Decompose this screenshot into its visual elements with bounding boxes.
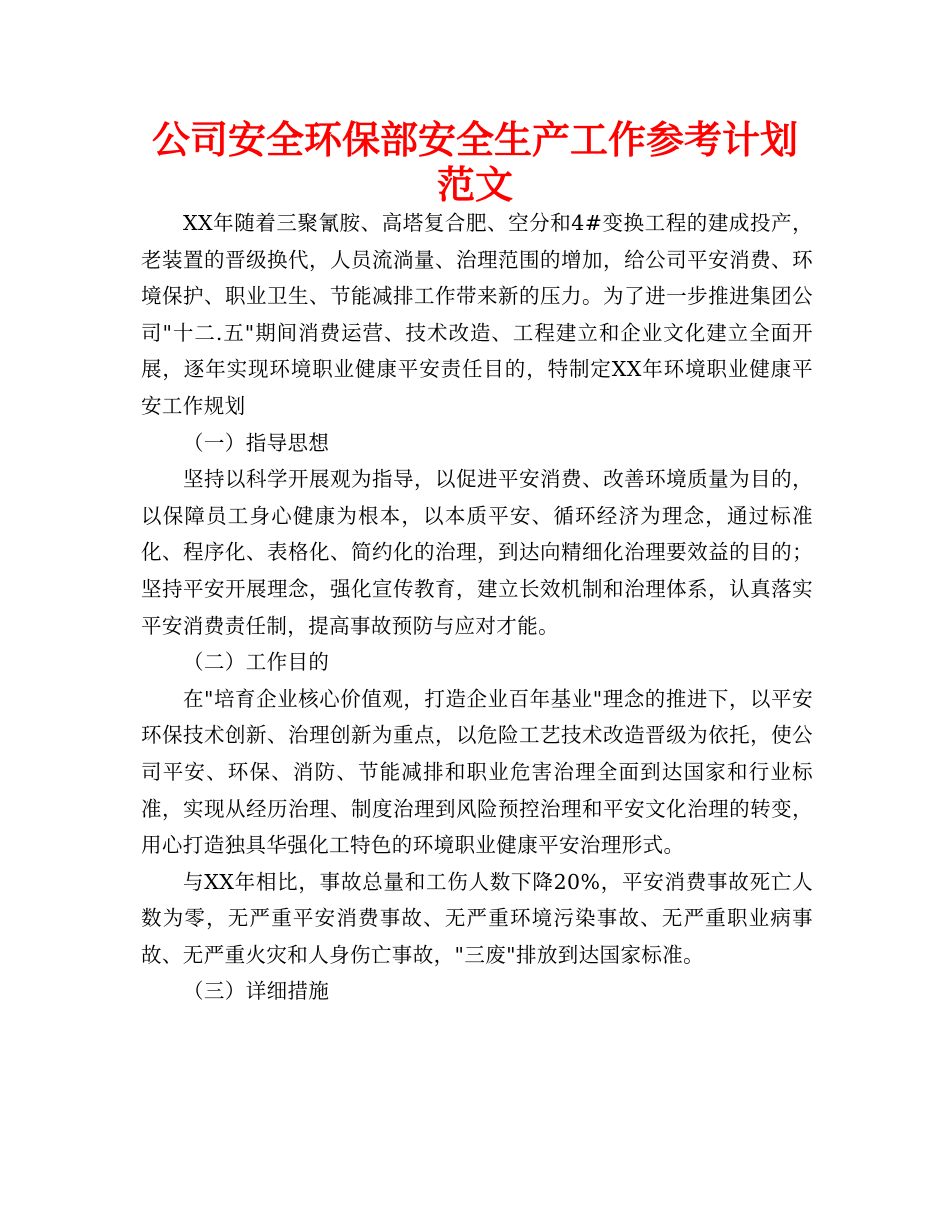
section-heading-guiding-ideology: （一）指导思想 — [183, 430, 330, 455]
guiding-ideology-paragraph: 坚持以科学开展观为指导，以促进平安消费、改善环境质量为目的，以保障员工身心健康为根本，以本质平安、循环经济为理念，通过标准化、程序化、表格化、简约化的治理，到达向精细化治理要效益的目的；坚持平安开展理念，强化宣传教育，建立长效机制和治理体系，认真落实平安消费责任制，提高事故预防与应对才能。 — [141, 467, 813, 638]
section-heading-work-goals: （二）工作目的 — [183, 650, 330, 675]
targets-paragraph: 与XX年相比，事故总量和工伤人数下降20%，平安消费事故死亡人数为零，无严重平安消费事故、无严重环境污染事故、无严重职业病事故、无严重火灾和人身伤亡事故，"三废"排放到达国家标准。 — [141, 869, 813, 967]
work-goals-paragraph: 在"培育企业核心价值观，打造企业百年基业"理念的推进下，以平安环保技术创新、治理创新为重点，以危险工艺技术改造晋级为依托，使公司平安、环保、消防、节能减排和职业危害治理全面到达国家和行业标准，实现从经历治理、制度治理到风险预控治理和平安文化治理的转变，用心打造独具华强化工特色的环境职业健康平安治理形式。 — [141, 686, 813, 858]
intro-paragraph: XX年随着三聚氰胺、高塔复合肥、空分和4#变换工程的建成投产，老装置的晋级换代，人员流淌量、治理范围的增加，给公司平安消费、环境保护、职业卫生、节能减排工作带来新的压力。为了进一步推进集团公司"十二.五"期间消费运营、技术改造、工程建立和企业文化建立全面开展，逐年实现环境职业健康平安责任目的，特制定XX年环境职业健康平安工作规划 — [141, 211, 813, 418]
section-heading-detailed-measures: （三）详细措施 — [183, 979, 330, 1004]
document-title: 公司安全环保部安全生产工作参考计划范文 — [151, 118, 798, 207]
document-body — [141, 205, 813, 1010]
